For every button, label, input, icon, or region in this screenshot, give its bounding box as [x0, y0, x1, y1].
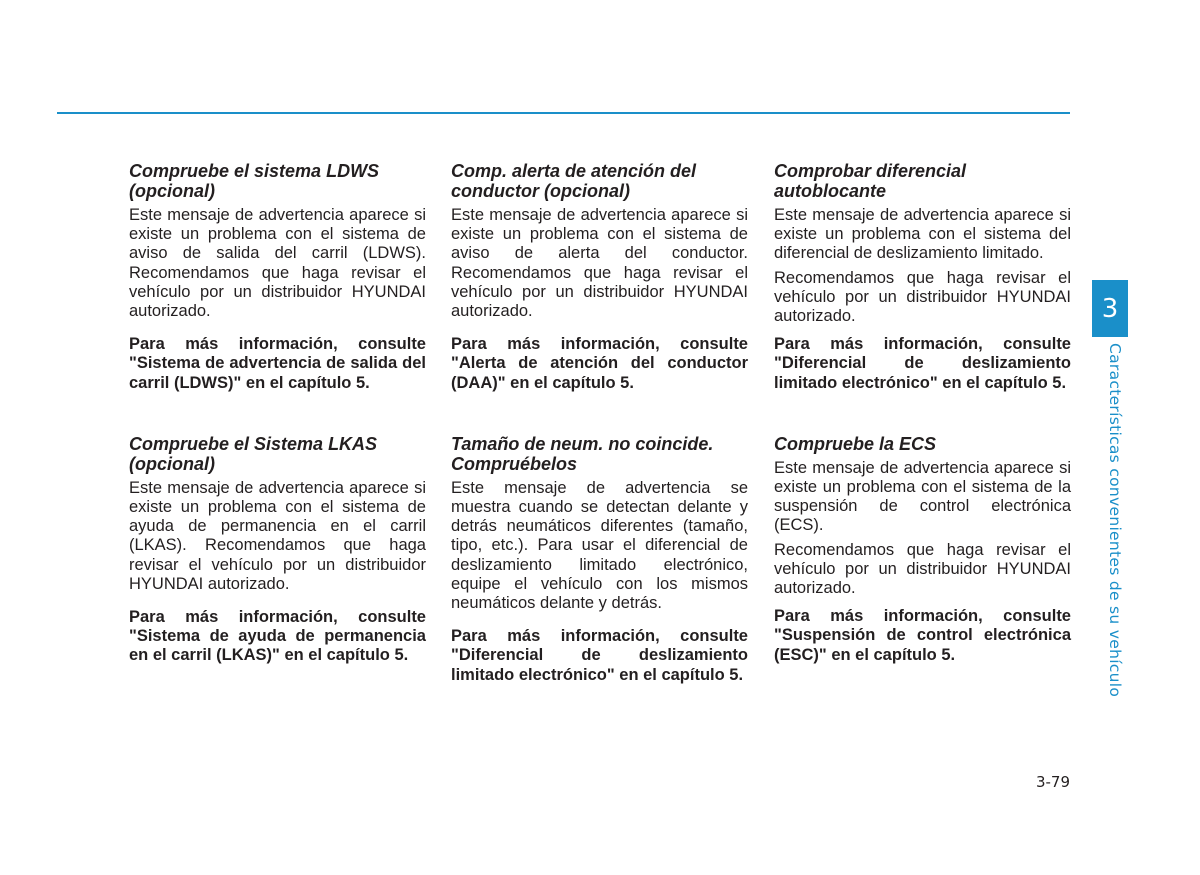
section-body: Recomendamos que haga revisar el vehículo por un distribuidor HYUNDAI autorizado. [774, 268, 1071, 326]
section-body: Este mensaje de advertencia se muestra cuando se detectan delante y detrás neumáticos diferentes (tamaño, tipo, etc.). Para usar el diferencial de deslizamiento limitado electrónico, equipe el vehículo con los mismos neumáticos delante y detrás. [451, 478, 748, 613]
header-rule [57, 112, 1070, 114]
section-ldws [129, 161, 426, 393]
section-limited-slip [774, 161, 1071, 393]
section-heading: Compruebe el Sistema LKAS (opcional) [129, 433, 378, 474]
section-body: Este mensaje de advertencia aparece si existe un problema con el sistema de aviso de salida del carril (LDWS). Recomendamos que haga revisar el vehículo por un distribuidor HYUNDAI autorizado. [129, 206, 426, 321]
section-body: Este mensaje de advertencia aparece si existe un problema con el sistema del diferencial de deslizamiento limitado. [774, 206, 1071, 263]
section-heading: Comprobar diferencial autoblocante [774, 161, 967, 201]
section-heading: Comp. alerta de atención del conductor (opcional) [451, 161, 697, 201]
section-heading: Compruebe el sistema LDWS (opcional) [129, 161, 380, 201]
section-heading: Tamaño de neum. no coincide. Compruébelos [451, 433, 714, 474]
page-number: 3-79 [1035, 773, 1070, 791]
section-reference: Para más información, consulte "Suspensión de control electrónica (ESC)" en el capítulo 5. [774, 607, 1071, 664]
column-3 [774, 161, 1071, 706]
section-reference: Para más información, consulte "Diferencial de deslizamiento limitado electrónico" en el capítulo 5. [451, 627, 748, 684]
section-body: Este mensaje de advertencia aparece si existe un problema con el sistema de ayuda de permanencia en el carril (LKAS). Recomendamos que haga revisar el vehículo por un distribuidor HYUNDAI autorizado. [129, 478, 426, 593]
column-2 [451, 161, 748, 726]
section-reference: Para más información, consulte "Sistema de ayuda de permanencia en el carril (LKAS)" en el capítulo 5. [129, 608, 426, 665]
section-reference: Para más información, consulte "Alerta de atención del conductor (DAA)" en el capítulo 5. [451, 335, 748, 392]
chapter-title: Características convenientes de su vehículo [1106, 343, 1124, 698]
chapter-tab: 3 [1092, 280, 1128, 337]
section-tire-mismatch [451, 434, 748, 685]
section-body: Recomendamos que haga revisar el vehículo por un distribuidor HYUNDAI autorizado. [774, 540, 1071, 598]
section-ecs [774, 434, 1071, 665]
section-reference: Para más información, consulte "Sistema de advertencia de salida del carril (LDWS)" en el capítulo 5. [129, 335, 426, 392]
section-reference: Para más información, consulte "Diferencial de deslizamiento limitado electrónico" en el capítulo 5. [774, 335, 1071, 392]
section-driver-attention [451, 161, 748, 393]
section-lkas [129, 434, 426, 666]
section-body: Este mensaje de advertencia aparece si existe un problema con el sistema de la suspensión de control electrónica (ECS). [774, 458, 1071, 535]
column-1 [129, 161, 426, 707]
section-heading: Compruebe la ECS [774, 433, 937, 454]
section-body: Este mensaje de advertencia aparece si existe un problema con el sistema de aviso de alerta del conductor. Recomendamos que haga revisar el vehículo por un distribuidor HYUNDAI autorizado. [451, 206, 748, 321]
